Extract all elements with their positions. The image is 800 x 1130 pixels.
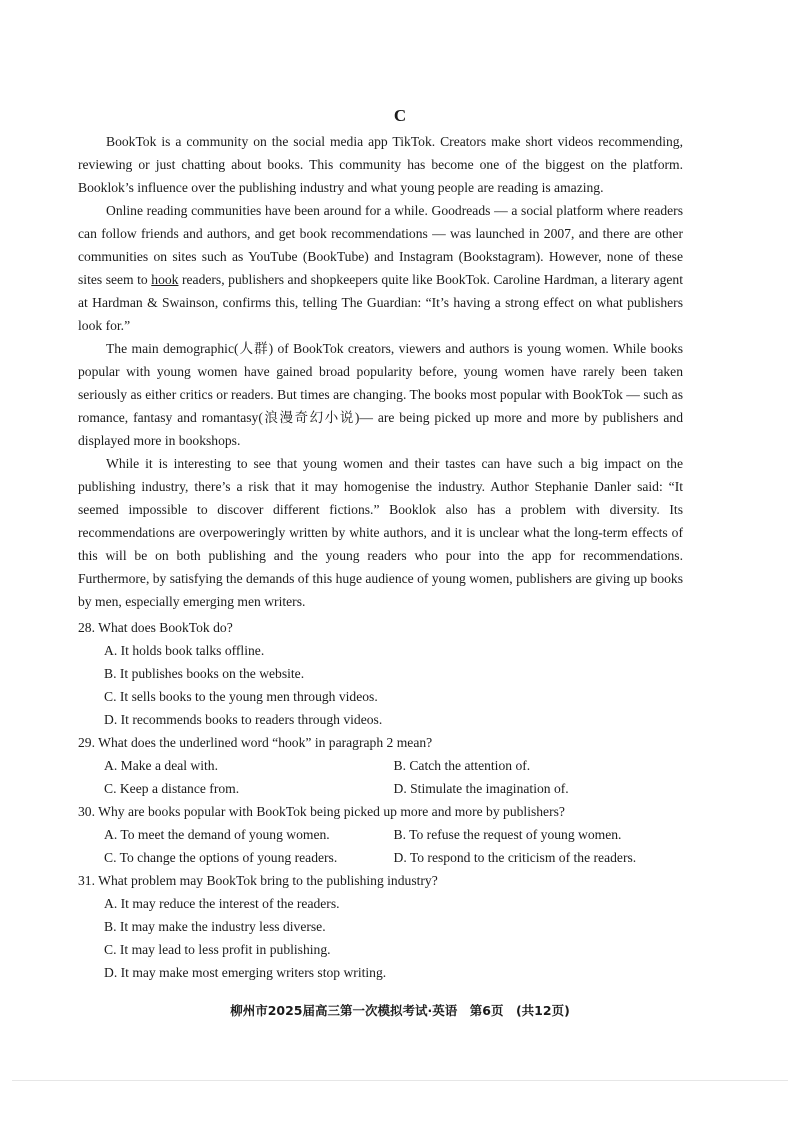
option-b: B. It publishes books on the website. [104, 666, 305, 681]
reading-passage [78, 130, 683, 613]
option-a: A. It holds book talks offline. [104, 643, 265, 658]
paragraph-2 [78, 199, 683, 337]
option-d: D. It may make most emerging writers stop writing. [104, 965, 387, 980]
option-a: A. It may reduce the interest of the readers. [104, 896, 340, 911]
paragraph-2-part-1: Online reading communities have been around for a while. Goodreads — a social platform where readers can follow friends and authors, and get book recommendations — was launched in 2007, and there are other communities on sites such as YouTube (BookTube) and Instagram (Bookstagram). However, none of these sites seem to [78, 203, 683, 287]
option-d: D. Stimulate the imagination of. [393, 781, 569, 796]
option-c: C. To change the options of young readers. [104, 850, 338, 865]
option-row [78, 823, 683, 846]
question-stem: 29. What does the underlined word “hook” in paragraph 2 mean? [78, 735, 433, 750]
question-30 [78, 800, 683, 869]
option-c: C. It sells books to the young men through videos. [104, 689, 378, 704]
option-row [78, 846, 683, 869]
option-b: B. To refuse the request of young women. [393, 827, 622, 842]
underlined-word-hook: hook [151, 272, 179, 287]
section-title: C [393, 106, 407, 125]
option-b: B. It may make the industry less diverse. [104, 919, 326, 934]
option-row [78, 777, 683, 800]
paragraph-2-part-2: readers, publishers and shopkeepers quite like BookTok. Caroline Hardman, a literary agent at Hardman & Swainson, confirms this, telling The Guardian: “It’s having a strong effect on what publishers look for.” [78, 272, 683, 333]
option-row [78, 754, 683, 777]
option-a: A. To meet the demand of young women. [104, 827, 330, 842]
option-d: D. To respond to the criticism of the readers. [393, 850, 637, 865]
page-footer: 柳州市2025届高三第一次模拟考试·英语 第6页 (共12页) [230, 1003, 570, 1018]
scan-edge-divider [12, 1080, 788, 1081]
paragraph-3: The main demographic(人群) of BookTok creators, viewers and authors is young women. While books popular with young women have gained broad popularity before, young women have rarely been taken seriously as either critics or readers. But times are changing. The books most popular with BookTok — such as romance, fantasy and romantasy(浪漫奇幻小说)— are being picked up more and more by publishers and displayed more in bookshops. [78, 341, 683, 448]
option-c: C. Keep a distance from. [104, 781, 240, 796]
paragraph-1: BookTok is a community on the social media app TikTok. Creators make short videos recommending, reviewing or just chatting about books. This community has become one of the biggest on the platform. Booklok’s influence over the publishing industry and what young people are reading is amazing. [78, 134, 683, 195]
question-29 [78, 731, 683, 800]
question-list [78, 616, 683, 984]
option-a: A. Make a deal with. [104, 758, 219, 773]
question-stem: 31. What problem may BookTok bring to the publishing industry? [78, 873, 438, 888]
option-c: C. It may lead to less profit in publishing. [104, 942, 331, 957]
question-stem: 30. Why are books popular with BookTok being picked up more and more by publishers? [78, 804, 565, 819]
question-stem: 28. What does BookTok do? [78, 620, 233, 635]
paragraph-4: While it is interesting to see that young women and their tastes can have such a big impact on the publishing industry, there’s a risk that it may homogenise the industry. Author Stephanie Danler said: “It seemed impossible to discover different fictions.” Booklok also has a problem with diversity. Its recommendations are overpoweringly written by white authors, and it is unclear what the long-term effects of this will be on both publishing and the young readers who pour into the app for recommendations. Furthermore, by satisfying the demands of this huge audience of young women, publishers are giving up books by men, especially emerging men writers. [78, 456, 683, 609]
question-31 [78, 869, 683, 984]
question-28 [78, 616, 683, 731]
option-b: B. Catch the attention of. [393, 758, 531, 773]
option-d: D. It recommends books to readers through videos. [104, 712, 383, 727]
